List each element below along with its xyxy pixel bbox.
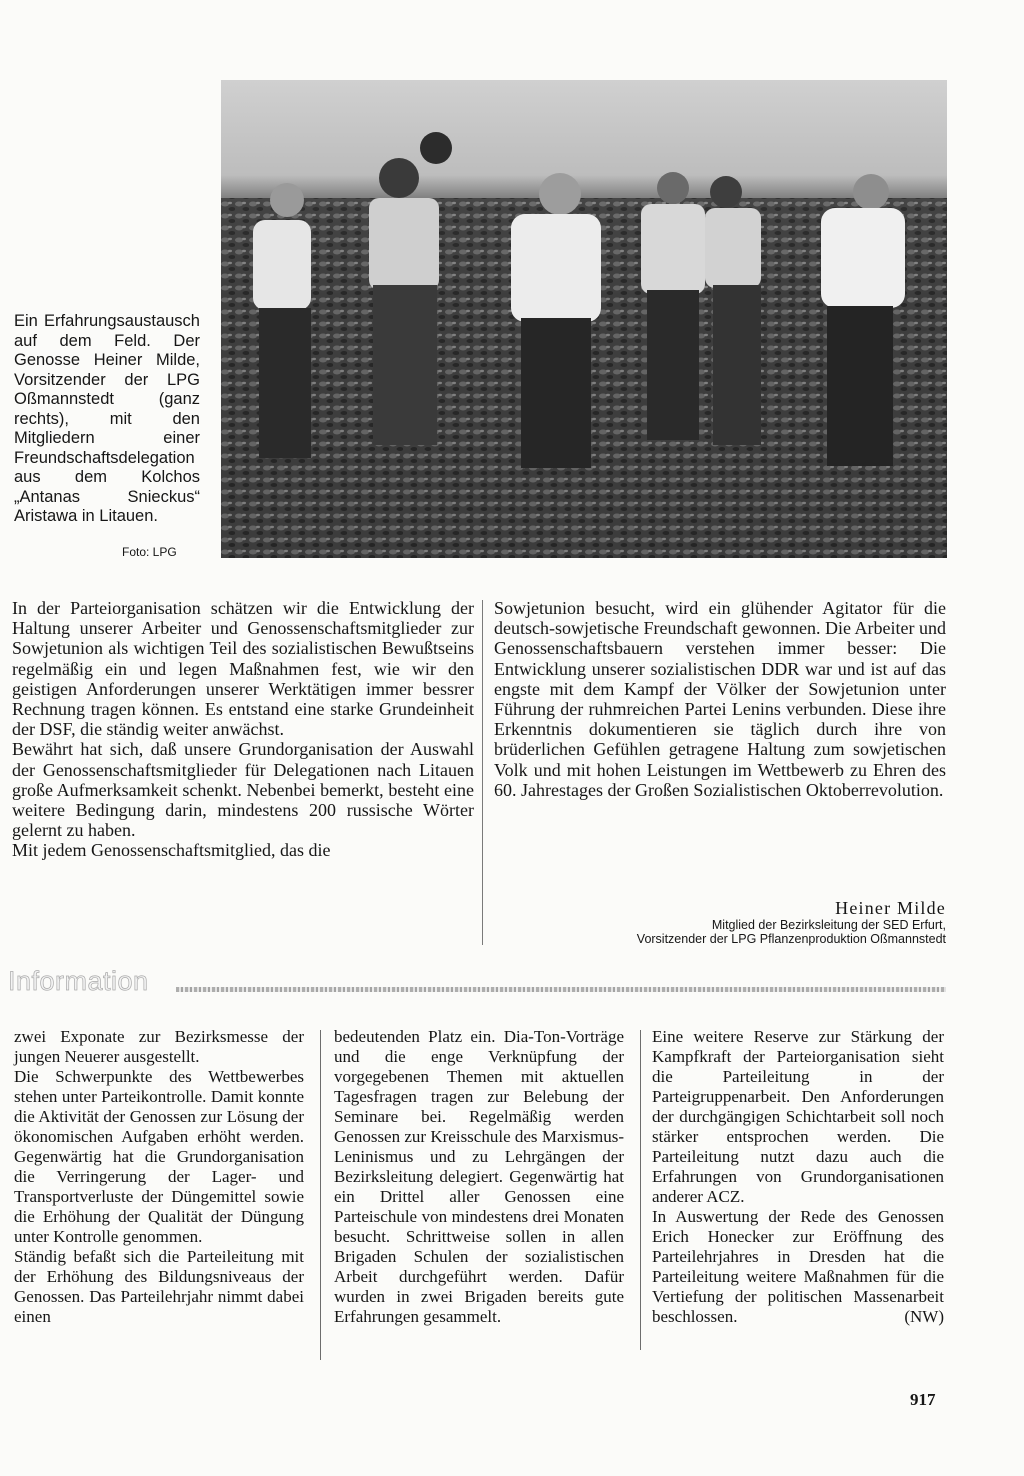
- field-photo: [221, 80, 947, 558]
- info-paragraph: Ständig befaßt sich die Parteileitung mit der Erhöhung des Bildungsniveaus der Genossen. Das Parteilehrjahr nimmt dabei einen: [14, 1247, 304, 1326]
- info-column-1: [14, 1027, 304, 1327]
- photo-illustration: [221, 80, 947, 558]
- photo-caption: Ein Erfahrungsaustausch auf dem Feld. Der Genosse Heiner Milde, Vorsitzender der LPG Oßmannstedt (ganz rechts), mit den Mitgliedern einer Freundschaftsdelegation aus dem Kolchos „Antanas Snieckus“ Aristawa in Litauen.: [14, 312, 200, 525]
- info-signoff: (NW): [904, 1307, 944, 1326]
- photo-credit: Foto: LPG: [122, 545, 177, 559]
- page-number: 917: [910, 1390, 936, 1409]
- column-divider: [640, 1030, 641, 1350]
- article-column-1: [12, 598, 474, 861]
- author-role-1: Mitglied der Bezirksleitung der SED Erfurt,: [711, 918, 946, 932]
- section-title: Information: [8, 966, 149, 996]
- info-paragraph: In Auswertung der Rede des Genossen Erich Honecker zur Eröffnung des Parteilehrjahres in Dresden hat die Parteileitung weitere Maßnahmen für die Vertiefung der politischen Massenarbeit beschlossen.: [652, 1207, 944, 1326]
- author-name: Heiner Milde: [835, 898, 946, 918]
- info-paragraph: Die Schwerpunkte des Wettbewerbes stehen unter Parteikontrolle. Damit konnte die Aktivität der Genossen zur Lösung der ökonomischen Aufgaben erhöht werden. Gegenwärtig hat die Grundorganisation die Verringerung der Lager- und Transportverluste der Düngemittel sowie die Erhöhung der Qualität der Düngung unter Kontrolle genommen.: [14, 1067, 304, 1246]
- article-paragraph: Sowjetunion besucht, wird ein glühender Agitator für die deutsch-sowjetische Freundschaft gewonnen. Die Arbeiter und Genossenschaftsbauern verstehen immer besser: Die Entwicklung unserer sozialistischen DDR war und ist auf das engste mit dem Kampf der Völker der Sowjetunion unter Führung der ruhmreichen Partei Lenins verbunden. Diese ihre Erkenntnis dokumentieren sie täglich durch ihre von brüderlichen Gefühlen getragene Haltung zum sowjetischen Volk und mit hohen Leistungen im Wettbewerb zu Ehren des 60. Jahrestages der Großen Sozialistischen Oktoberrevolution.: [494, 598, 946, 800]
- info-paragraph: zwei Exponate zur Bezirksmesse der jungen Neuerer ausgestellt.: [14, 1027, 304, 1066]
- article-column-2: [494, 598, 946, 800]
- column-divider: [482, 600, 483, 945]
- section-rule: [176, 987, 946, 992]
- info-paragraph: Eine weitere Reserve zur Stärkung der Kampfkraft der Parteiorganisation sieht die Parteileitung in der Parteigruppenarbeit. Den Anforderungen der durchgängigen Schichtarbeit soll noch stärker entsprochen werden. Die Parteileitung nutzt dazu auch die Erfahrungen von Grundorganisationen anderer ACZ.: [652, 1027, 944, 1206]
- author-role-2: Vorsitzender der LPG Pflanzenproduktion Oßmannstedt: [636, 932, 946, 946]
- column-divider: [320, 1030, 321, 1360]
- info-column-2: [334, 1027, 624, 1327]
- article-paragraph: In der Parteiorganisation schätzen wir die Entwicklung der Haltung unserer Arbeiter und Genossenschaftsmitglieder zur Sowjetunion als wichtigen Teil des sozialistischen Bewußtseins regelmäßig ein und legen Maßnahmen fest, wie wir den geistigen Anforderungen unserer Werktätigen immer bessrer Rechnung tragen können. Es entstand eine starke Grundeinheit der DSF, die ständig weiter anwächst.: [12, 598, 474, 740]
- info-paragraph: bedeutenden Platz ein. Dia-Ton-Vorträge und die enge Verknüpfung der vorgegebenen Themen mit aktuellen Tagesfragen tragen zur Belebung der Seminare bei. Regelmäßig werden Genossen zur Kreisschule des Marxismus-Leninismus und zu Lehrgängen der Bezirksleitung delegiert. Gegenwärtig hat ein Drittel aller Genossen eine Parteischule von mindestens drei Monaten besucht. Schrittweise sollen in allen Brigaden Schulen der sozialistischen Arbeit durchgeführt werden. Dafür wurden in zwei Brigaden bereits gute Erfahrungen gesammelt.: [334, 1027, 624, 1326]
- article-paragraph: Bewährt hat sich, daß unsere Grundorganisation der Auswahl der Genossenschaftsmitglieder für Delegationen nach Litauen große Aufmerksamkeit schenkt. Nebenbei bemerkt, besteht eine weitere Bedingung darin, mindestens 200 russische Wörter gelernt zu haben.: [12, 739, 474, 841]
- article-paragraph: Mit jedem Genossenschaftsmitglied, das die: [12, 840, 331, 861]
- info-column-3: [652, 1027, 944, 1327]
